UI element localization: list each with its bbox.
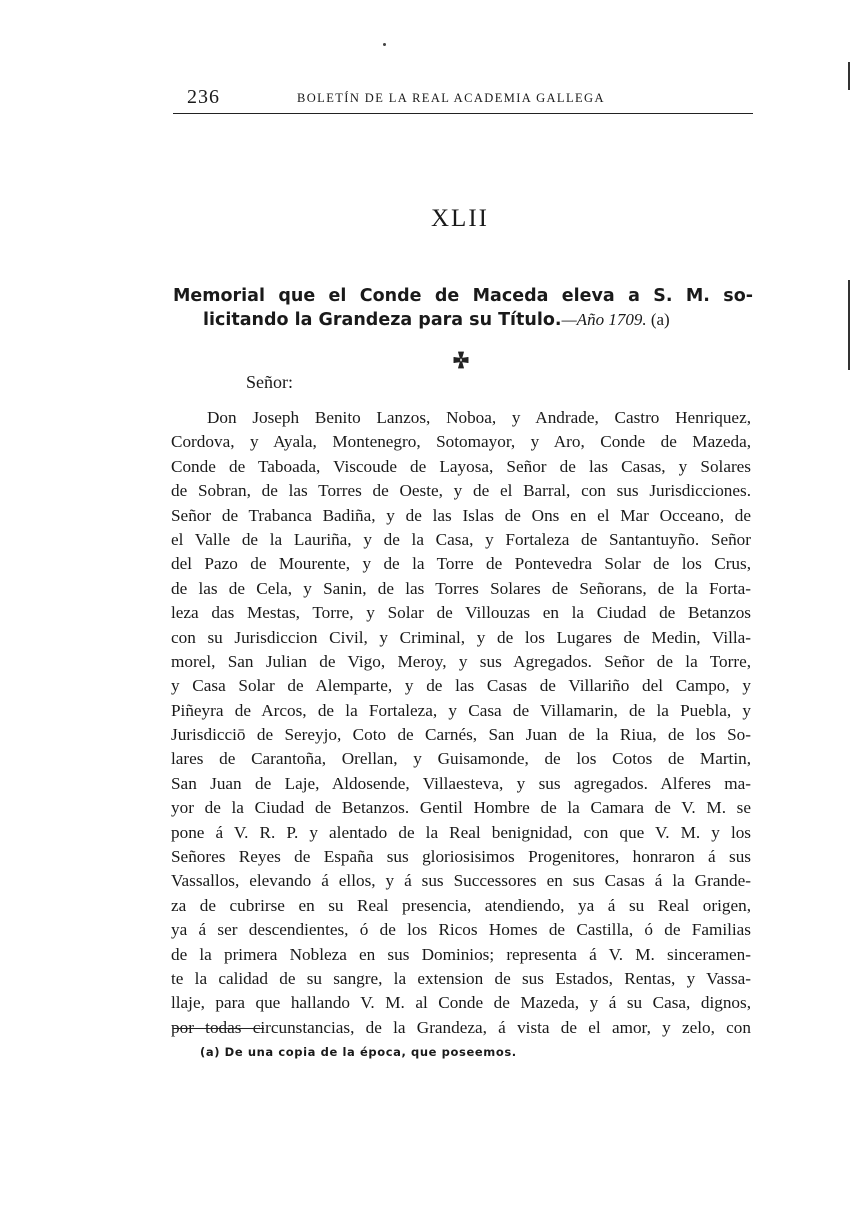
body-line: ya á ser descendientes, ó de los Ricos Homes de Castilla, ó de Familias [171,920,751,940]
body-line: morel, San Julian de Vigo, Meroy, y sus Agregados. Señor de la Torre, [171,651,751,671]
body-line: za de cubrirse en su Real presencia, atendiendo, ya á su Real origen, [171,895,751,915]
body-line: llaje, para que hallando V. M. al Conde de Mazeda, y á su Casa, dignos, [171,993,751,1013]
body-line: leza das Mestas, Torre, y Solar de Villouzas en la Ciudad de Betanzos [171,603,751,623]
header-rule [173,113,753,114]
body-line: te la calidad de su sangre, la extension de sus Estados, Rentas, y Vassa- [171,968,751,988]
scan-speck [383,43,386,46]
body-line: lares de Carantoña, Orellan, y Guisamonde, de los Cotos de Martin, [171,749,751,769]
salutation: Señor: [246,372,293,392]
body-paragraph [171,406,751,1040]
title-line-1: Memorial que el Conde de Maceda eleva a S. M. so- [173,286,753,306]
scan-edge-mark [848,62,850,90]
cross-pattee-icon [452,351,470,369]
section-number: XLII [431,205,489,232]
body-line: Jurisdicciō de Sereyjo, Coto de Carnés, San Juan de la Riua, de los So- [171,725,751,745]
body-line: Vassallos, elevando á ellos, y á sus Successores en sus Casas á la Grande- [171,871,751,891]
body-line: pone á V. R. P. y alentado de la Real benignidad, con que V. M. y los [171,822,751,842]
scan-edge-mark [848,280,850,370]
body-line: Don Joseph Benito Lanzos, Noboa, y Andrade, Castro Henriquez, [207,408,751,427]
body-line: con su Jurisdiccion Civil, y Criminal, y de los Lugares de Medin, Villa- [171,627,751,647]
body-line: de Sobran, de las Torres de Oeste, y de el Barral, con sus Jurisdicciones. [171,481,751,501]
body-line: Señor de Trabanca Badiña, y de las Islas de Ons en el Mar Occeano, de [171,505,751,525]
body-line: Cordova, y Ayala, Montenegro, Sotomayor, y Aro, Conde de Mazeda, [171,432,751,452]
body-line: Conde de Taboada, Viscoude de Layosa, Señor de las Casas, y Solares [171,456,751,476]
running-head: BOLETÍN DE LA REAL ACADEMIA GALLEGA [297,91,605,105]
title-year: —Año 1709. [561,310,647,329]
body-line: yor de la Ciudad de Betanzos. Gentil Hombre de la Camara de V. M. se [171,798,751,818]
body-line: el Valle de la Lauriña, y de la Casa, y Fortaleza de Santantuyño. Señor [171,529,751,549]
page-number: 236 [187,86,220,108]
page-header [173,86,753,110]
body-line: Piñeyra de Arcos, de la Fortaleza, y Casa de Villamarin, de la Puebla, y [171,700,751,720]
document-title [173,284,753,332]
footnote: (a) De una copia de la época, que poseemos. [200,1045,517,1059]
body-line: de las de Cela, y Sanin, de las Torres Solares de Señorans, de la Forta- [171,578,751,598]
body-line: de la primera Nobleza en sus Dominios; representa á V. M. sinceramen- [171,944,751,964]
body-line: y Casa Solar de Alemparte, y de las Casas de Villariño del Campo, y [171,676,751,696]
title-line-2 [173,308,753,332]
body-line: del Pazo de Mourente, y de la Torre de Pontevedra Solar de los Crus, [171,554,751,574]
footnote-rule [173,1028,264,1029]
footnote-reference: (a) [646,310,670,329]
body-line: por todas circunstancias, de la Grandeza, á vista de el amor, y zelo, con [171,1017,751,1037]
body-line: San Juan de Laje, Aldosende, Villaesteva, y sus agregados. Alferes ma- [171,773,751,793]
body-line: Señores Reyes de España sus gloriosisimos Progenitores, honraron á sus [171,847,751,867]
title-text: licitando la Grandeza para su Título. [203,310,562,330]
